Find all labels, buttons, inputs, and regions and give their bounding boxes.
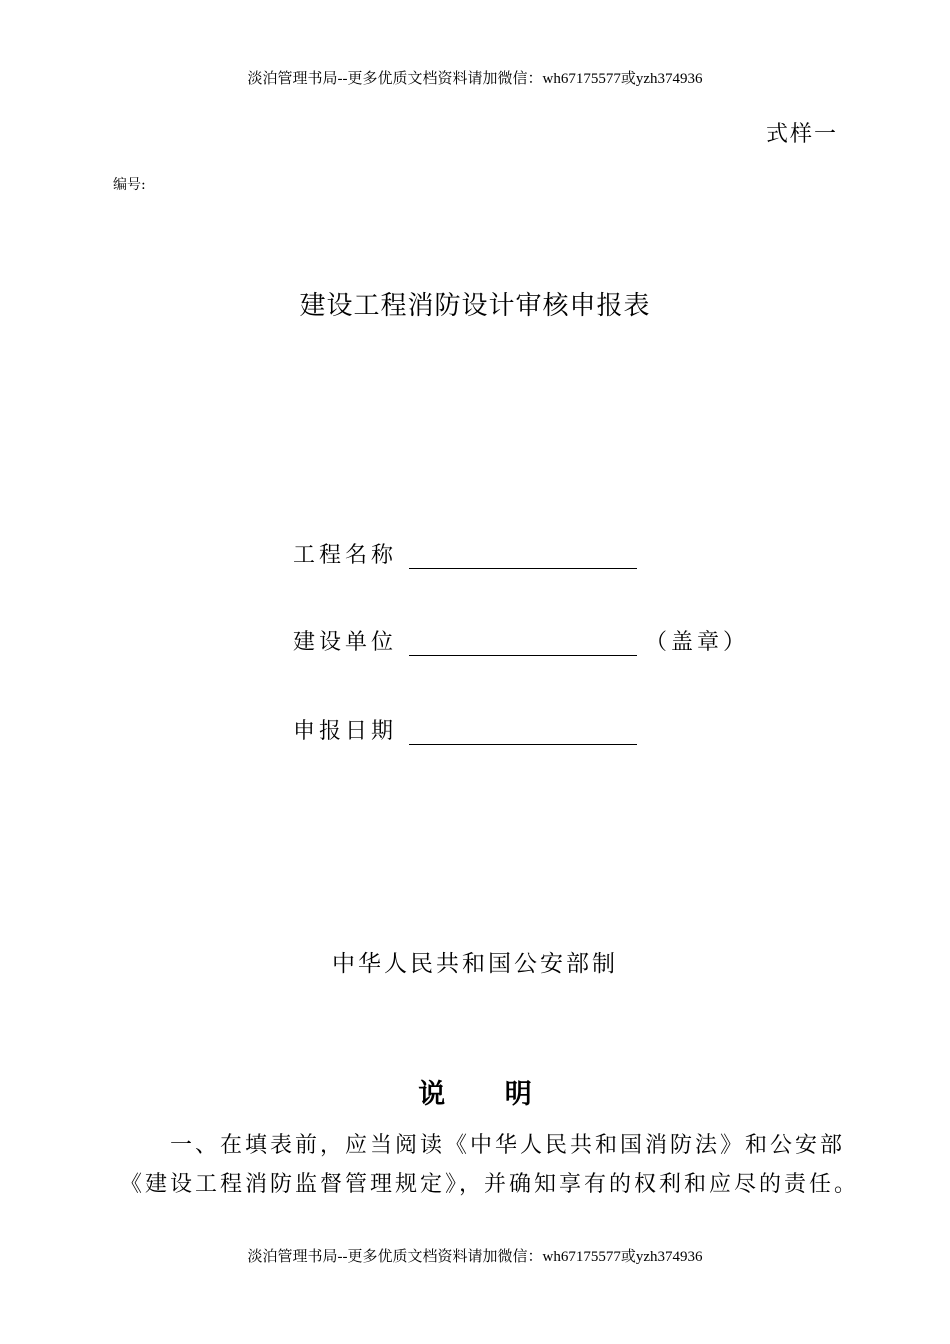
field-blank-line: [409, 720, 637, 745]
document-title: 建设工程消防设计审核申报表: [299, 291, 651, 321]
instruction-line: 一、在填表前，应当阅读《中华人民共和国消防法》和公安部: [170, 1133, 846, 1158]
field-construction-unit: [293, 625, 749, 656]
seal-note: （盖章）: [645, 630, 750, 655]
issuer: 中华人民共和国公安部制: [332, 951, 618, 977]
instruction-line: 《建设工程消防监督管理规定》，并确知享有的权利和应尽的责任。: [120, 1172, 860, 1197]
style-mark: 式样一: [765, 122, 838, 147]
footer-note: 淡泊管理书局--更多优质文档资料请加微信：wh67175577或yzh374936: [247, 1249, 703, 1265]
field-label: 建设单位: [293, 630, 398, 655]
field-blank-line: [409, 631, 637, 656]
number-label: 编号:: [113, 177, 146, 193]
section-heading: 说 明: [418, 1079, 532, 1110]
field-project-name: [293, 538, 637, 569]
field-label: 工程名称: [293, 543, 398, 568]
header-note: 淡泊管理书局--更多优质文档资料请加微信：wh67175577或yzh374936: [247, 71, 703, 87]
field-label: 申报日期: [293, 719, 398, 744]
field-report-date: [293, 714, 637, 745]
field-blank-line: [409, 544, 637, 569]
